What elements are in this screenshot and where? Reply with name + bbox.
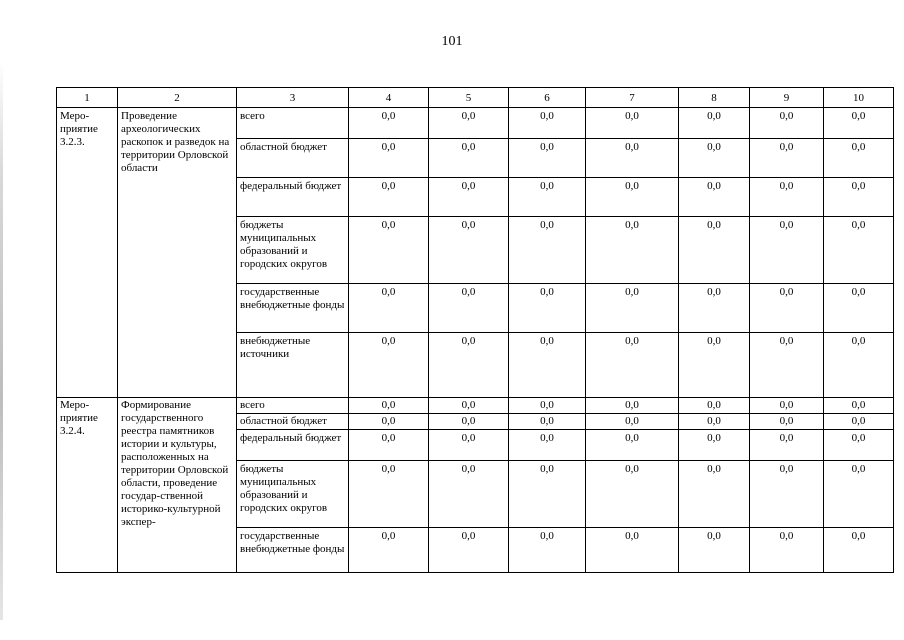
value-cell: 0,0 — [429, 139, 509, 178]
value-cell: 0,0 — [824, 528, 894, 573]
value-cell: 0,0 — [824, 139, 894, 178]
value-cell: 0,0 — [679, 430, 750, 461]
value-cell: 0,0 — [349, 139, 429, 178]
budget-table — [56, 87, 894, 573]
value-cell: 0,0 — [509, 284, 586, 333]
value-cell: 0,0 — [586, 398, 679, 414]
header-cell: 8 — [679, 88, 750, 108]
funding-source: всего — [237, 398, 349, 414]
value-cell: 0,0 — [429, 461, 509, 528]
value-cell: 0,0 — [679, 108, 750, 139]
header-cell: 2 — [118, 88, 237, 108]
value-cell: 0,0 — [586, 217, 679, 284]
value-cell: 0,0 — [349, 414, 429, 430]
value-cell: 0,0 — [349, 284, 429, 333]
funding-source: федеральный бюджет — [237, 430, 349, 461]
value-cell: 0,0 — [509, 108, 586, 139]
value-cell: 0,0 — [349, 178, 429, 217]
value-cell: 0,0 — [679, 528, 750, 573]
value-cell: 0,0 — [750, 108, 824, 139]
value-cell: 0,0 — [679, 461, 750, 528]
value-cell: 0,0 — [586, 333, 679, 398]
header-cell: 1 — [57, 88, 118, 108]
funding-source: областной бюджет — [237, 139, 349, 178]
value-cell: 0,0 — [509, 528, 586, 573]
header-cell: 3 — [237, 88, 349, 108]
funding-source: государственные внебюджетные фонды — [237, 284, 349, 333]
header-cell: 7 — [586, 88, 679, 108]
value-cell: 0,0 — [824, 414, 894, 430]
value-cell: 0,0 — [824, 108, 894, 139]
value-cell: 0,0 — [429, 284, 509, 333]
measure-description: Формирование государственного реестра памятников истории и культуры, расположенных на территории Орловской области, проведение государ-ственной историко-культурной экспер- — [118, 398, 237, 573]
funding-source: государственные внебюджетные фонды — [237, 528, 349, 573]
value-cell: 0,0 — [586, 528, 679, 573]
value-cell: 0,0 — [750, 398, 824, 414]
measure-code: Меро-приятие 3.2.3. — [57, 108, 118, 398]
value-cell: 0,0 — [429, 217, 509, 284]
value-cell: 0,0 — [509, 398, 586, 414]
header-row — [57, 88, 894, 108]
value-cell: 0,0 — [586, 139, 679, 178]
value-cell: 0,0 — [349, 528, 429, 573]
value-cell: 0,0 — [750, 461, 824, 528]
value-cell: 0,0 — [509, 430, 586, 461]
header-cell: 5 — [429, 88, 509, 108]
measure-description: Проведение археологических раскопок и разведок на территории Орловской области — [118, 108, 237, 398]
value-cell: 0,0 — [509, 333, 586, 398]
table-row — [57, 398, 894, 414]
value-cell: 0,0 — [750, 528, 824, 573]
value-cell: 0,0 — [429, 333, 509, 398]
value-cell: 0,0 — [679, 178, 750, 217]
value-cell: 0,0 — [429, 178, 509, 217]
value-cell: 0,0 — [824, 284, 894, 333]
value-cell: 0,0 — [750, 217, 824, 284]
value-cell: 0,0 — [750, 430, 824, 461]
funding-source: всего — [237, 108, 349, 139]
funding-source: внебюджетные источники — [237, 333, 349, 398]
table-body — [57, 108, 894, 573]
value-cell: 0,0 — [750, 414, 824, 430]
value-cell: 0,0 — [679, 414, 750, 430]
value-cell: 0,0 — [586, 108, 679, 139]
value-cell: 0,0 — [586, 461, 679, 528]
value-cell: 0,0 — [429, 414, 509, 430]
value-cell: 0,0 — [824, 178, 894, 217]
value-cell: 0,0 — [586, 414, 679, 430]
value-cell: 0,0 — [750, 178, 824, 217]
value-cell: 0,0 — [429, 528, 509, 573]
value-cell: 0,0 — [349, 430, 429, 461]
value-cell: 0,0 — [586, 284, 679, 333]
header-cell: 9 — [750, 88, 824, 108]
value-cell: 0,0 — [586, 430, 679, 461]
value-cell: 0,0 — [586, 178, 679, 217]
table-row — [57, 108, 894, 139]
value-cell: 0,0 — [824, 430, 894, 461]
value-cell: 0,0 — [509, 414, 586, 430]
header-cell: 4 — [349, 88, 429, 108]
value-cell: 0,0 — [679, 217, 750, 284]
scan-edge-shadow — [0, 60, 3, 620]
value-cell: 0,0 — [349, 108, 429, 139]
value-cell: 0,0 — [349, 217, 429, 284]
value-cell: 0,0 — [679, 398, 750, 414]
value-cell: 0,0 — [429, 430, 509, 461]
value-cell: 0,0 — [429, 398, 509, 414]
value-cell: 0,0 — [824, 398, 894, 414]
value-cell: 0,0 — [509, 178, 586, 217]
value-cell: 0,0 — [509, 217, 586, 284]
value-cell: 0,0 — [750, 333, 824, 398]
header-cell: 6 — [509, 88, 586, 108]
value-cell: 0,0 — [824, 461, 894, 528]
page-number: 101 — [441, 34, 463, 49]
funding-source: бюджеты муниципальных образований и городских округов — [237, 217, 349, 284]
value-cell: 0,0 — [750, 139, 824, 178]
funding-source: бюджеты муниципальных образований и городских округов — [237, 461, 349, 528]
value-cell: 0,0 — [509, 139, 586, 178]
value-cell: 0,0 — [679, 139, 750, 178]
funding-source: федеральный бюджет — [237, 178, 349, 217]
value-cell: 0,0 — [750, 284, 824, 333]
value-cell: 0,0 — [509, 461, 586, 528]
funding-source: областной бюджет — [237, 414, 349, 430]
value-cell: 0,0 — [824, 217, 894, 284]
value-cell: 0,0 — [429, 108, 509, 139]
value-cell: 0,0 — [679, 284, 750, 333]
value-cell: 0,0 — [349, 461, 429, 528]
value-cell: 0,0 — [824, 333, 894, 398]
value-cell: 0,0 — [349, 333, 429, 398]
value-cell: 0,0 — [349, 398, 429, 414]
header-cell: 10 — [824, 88, 894, 108]
measure-code: Меро-приятие 3.2.4. — [57, 398, 118, 573]
value-cell: 0,0 — [679, 333, 750, 398]
